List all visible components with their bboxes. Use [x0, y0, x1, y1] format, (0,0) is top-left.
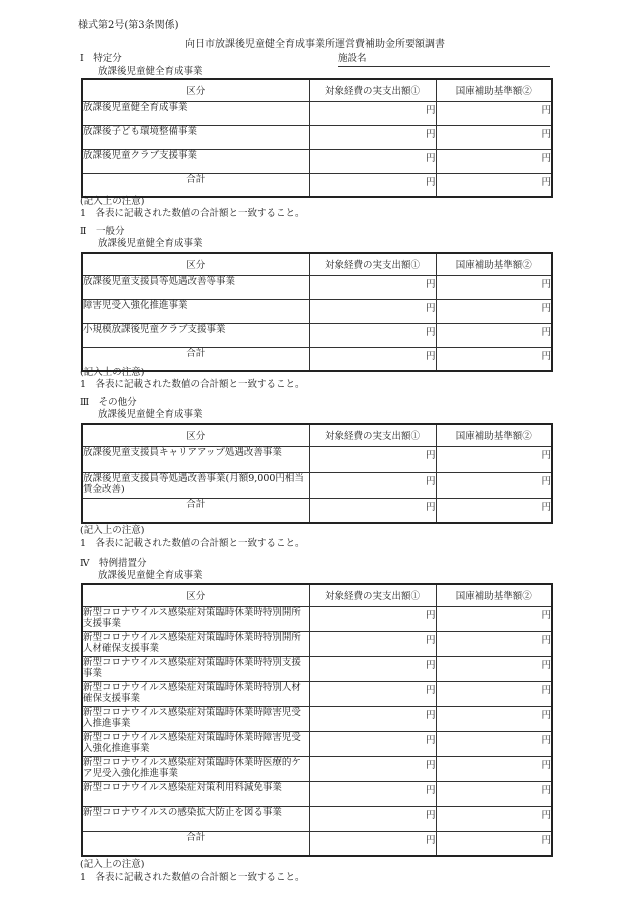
actual-expense-total-cell[interactable]: 円 [309, 498, 436, 523]
section-1-heading: Ⅰ 特定分 [80, 53, 122, 64]
section-2-heading: Ⅱ 一般分 [80, 226, 125, 237]
actual-expense-cell[interactable]: 円 [309, 631, 436, 656]
actual-expense-cell[interactable]: 円 [309, 806, 436, 831]
table-row [82, 149, 552, 173]
table-row [82, 299, 552, 323]
section-1-table [81, 78, 553, 198]
subsidy-standard-cell[interactable]: 円 [436, 323, 552, 347]
section-1-subheading: 放課後児童健全育成事業 [98, 66, 203, 77]
total-label: 合計 [82, 831, 309, 856]
row-label: 新型コロナウイルス感染症対策臨時休業時障害児受入強化推進事業 [82, 731, 309, 756]
column-header-category: 区分 [82, 253, 309, 275]
table-total-row [82, 173, 552, 197]
subsidy-standard-cell[interactable]: 円 [436, 446, 552, 472]
subsidy-standard-total-cell[interactable]: 円 [436, 831, 552, 856]
column-header-category: 区分 [82, 584, 309, 606]
actual-expense-total-cell[interactable]: 円 [309, 831, 436, 856]
total-label: 合計 [82, 498, 309, 523]
section-4-table [81, 583, 553, 857]
subsidy-standard-cell[interactable]: 円 [436, 125, 552, 149]
table-header-row [82, 79, 552, 101]
subsidy-standard-cell[interactable]: 円 [436, 631, 552, 656]
column-header-category: 区分 [82, 79, 309, 101]
subsidy-standard-total-cell[interactable]: 円 [436, 173, 552, 197]
row-label: 新型コロナウイルス感染症対策臨時休業時医療的ケア児受入強化推進事業 [82, 756, 309, 781]
actual-expense-cell[interactable]: 円 [309, 656, 436, 681]
section-2-table [81, 252, 553, 372]
column-header-actual-expense: 対象経費の実支出額① [309, 424, 436, 446]
column-header-actual-expense: 対象経費の実支出額① [309, 253, 436, 275]
table-row [82, 472, 552, 498]
subsidy-standard-cell[interactable]: 円 [436, 472, 552, 498]
actual-expense-cell[interactable]: 円 [309, 472, 436, 498]
subsidy-standard-cell[interactable]: 円 [436, 706, 552, 731]
row-label: 放課後児童支援員キャリアアップ処遇改善事業 [82, 446, 309, 472]
notes-text: 1 各表に記載された数値の合計額と一致すること。 [80, 872, 305, 883]
section-2-subheading: 放課後児童健全育成事業 [98, 238, 203, 249]
row-label: 放課後児童健全育成事業 [82, 101, 309, 125]
row-label: 新型コロナウイルス感染症対策臨時休業時特別人材確保支援事業 [82, 681, 309, 706]
row-label: 新型コロナウイルス感染症対策臨時休業時特別開所人材確保支援事業 [82, 631, 309, 656]
column-header-subsidy-standard: 国庫補助基準額② [436, 79, 552, 101]
facility-name-line[interactable] [338, 66, 550, 67]
table-header-row [82, 424, 552, 446]
row-label: 新型コロナウイルス感染症対策臨時休業時特別支援事業 [82, 656, 309, 681]
table-total-row [82, 831, 552, 856]
section-3-table [81, 423, 553, 524]
row-label: 放課後児童クラブ支援事業 [82, 149, 309, 173]
column-header-subsidy-standard: 国庫補助基準額② [436, 424, 552, 446]
actual-expense-cell[interactable]: 円 [309, 681, 436, 706]
table-row [82, 731, 552, 756]
document-title: 向日市放課後児童健全育成事業所運営費補助金所要額調書 [185, 39, 445, 50]
total-label: 合計 [82, 173, 309, 197]
section-4-subheading: 放課後児童健全育成事業 [98, 570, 203, 581]
subsidy-standard-cell[interactable]: 円 [436, 781, 552, 806]
row-label: 放課後子ども環境整備事業 [82, 125, 309, 149]
subsidy-standard-cell[interactable]: 円 [436, 275, 552, 299]
subsidy-standard-cell[interactable]: 円 [436, 606, 552, 631]
table-row [82, 125, 552, 149]
row-label: 放課後児童支援員等処遇改善等事業 [82, 275, 309, 299]
column-header-subsidy-standard: 国庫補助基準額② [436, 584, 552, 606]
subsidy-standard-cell[interactable]: 円 [436, 681, 552, 706]
facility-label: 施設名 [338, 53, 367, 64]
actual-expense-cell[interactable]: 円 [309, 275, 436, 299]
table-total-row [82, 347, 552, 371]
actual-expense-cell[interactable]: 円 [309, 125, 436, 149]
table-row [82, 606, 552, 631]
actual-expense-total-cell[interactable]: 円 [309, 173, 436, 197]
row-label: 新型コロナウイルスの感染拡大防止を図る事業 [82, 806, 309, 831]
table-row [82, 275, 552, 299]
row-label: 新型コロナウイルス感染症対策臨時休業時障害児受入推進事業 [82, 706, 309, 731]
actual-expense-cell[interactable]: 円 [309, 706, 436, 731]
actual-expense-cell[interactable]: 円 [309, 781, 436, 806]
notes-heading: (記入上の注意) [80, 859, 145, 870]
row-label: 障害児受入強化推進事業 [82, 299, 309, 323]
subsidy-standard-cell[interactable]: 円 [436, 731, 552, 756]
actual-expense-cell[interactable]: 円 [309, 323, 436, 347]
subsidy-standard-total-cell[interactable]: 円 [436, 498, 552, 523]
table-row [82, 806, 552, 831]
row-label: 新型コロナウイルス感染症対策臨時休業時特別開所支援事業 [82, 606, 309, 631]
row-label: 放課後児童支援員等処遇改善事業(月額9,000円相当賃金改善) [82, 472, 309, 498]
notes-heading: (記入上の注意) [80, 525, 145, 536]
section-3-subheading: 放課後児童健全育成事業 [98, 409, 203, 420]
actual-expense-cell[interactable]: 円 [309, 731, 436, 756]
table-row [82, 446, 552, 472]
table-row [82, 706, 552, 731]
table-row [82, 656, 552, 681]
actual-expense-cell[interactable]: 円 [309, 149, 436, 173]
subsidy-standard-cell[interactable]: 円 [436, 299, 552, 323]
table-row [82, 323, 552, 347]
table-row [82, 781, 552, 806]
notes-text: 1 各表に記載された数値の合計額と一致すること。 [80, 208, 305, 219]
column-header-subsidy-standard: 国庫補助基準額② [436, 253, 552, 275]
notes-heading: (記入上の注意) [80, 367, 145, 378]
total-label: 合計 [82, 347, 309, 371]
row-label: 小規模放課後児童クラブ支援事業 [82, 323, 309, 347]
section-4-heading: Ⅳ 特例措置分 [80, 558, 147, 569]
section-3-heading: Ⅲ その他分 [80, 397, 137, 408]
subsidy-standard-total-cell[interactable]: 円 [436, 347, 552, 371]
actual-expense-total-cell[interactable]: 円 [309, 347, 436, 371]
table-row [82, 101, 552, 125]
subsidy-standard-cell[interactable]: 円 [436, 101, 552, 125]
actual-expense-cell[interactable]: 円 [309, 606, 436, 631]
notes-text: 1 各表に記載された数値の合計額と一致すること。 [80, 538, 305, 549]
form-number: 様式第2号(第3条関係) [78, 20, 179, 31]
actual-expense-cell[interactable]: 円 [309, 446, 436, 472]
table-header-row [82, 584, 552, 606]
row-label: 新型コロナウイルス感染症対策利用料減免事業 [82, 781, 309, 806]
notes-heading: (記入上の注意) [80, 196, 145, 207]
actual-expense-cell[interactable]: 円 [309, 756, 436, 781]
table-row [82, 756, 552, 781]
subsidy-standard-cell[interactable]: 円 [436, 149, 552, 173]
table-header-row [82, 253, 552, 275]
column-header-category: 区分 [82, 424, 309, 446]
notes-text: 1 各表に記載された数値の合計額と一致すること。 [80, 379, 305, 390]
column-header-actual-expense: 対象経費の実支出額① [309, 79, 436, 101]
actual-expense-cell[interactable]: 円 [309, 299, 436, 323]
subsidy-standard-cell[interactable]: 円 [436, 756, 552, 781]
subsidy-standard-cell[interactable]: 円 [436, 806, 552, 831]
table-row [82, 631, 552, 656]
subsidy-standard-cell[interactable]: 円 [436, 656, 552, 681]
table-total-row [82, 498, 552, 523]
table-row [82, 681, 552, 706]
actual-expense-cell[interactable]: 円 [309, 101, 436, 125]
column-header-actual-expense: 対象経費の実支出額① [309, 584, 436, 606]
